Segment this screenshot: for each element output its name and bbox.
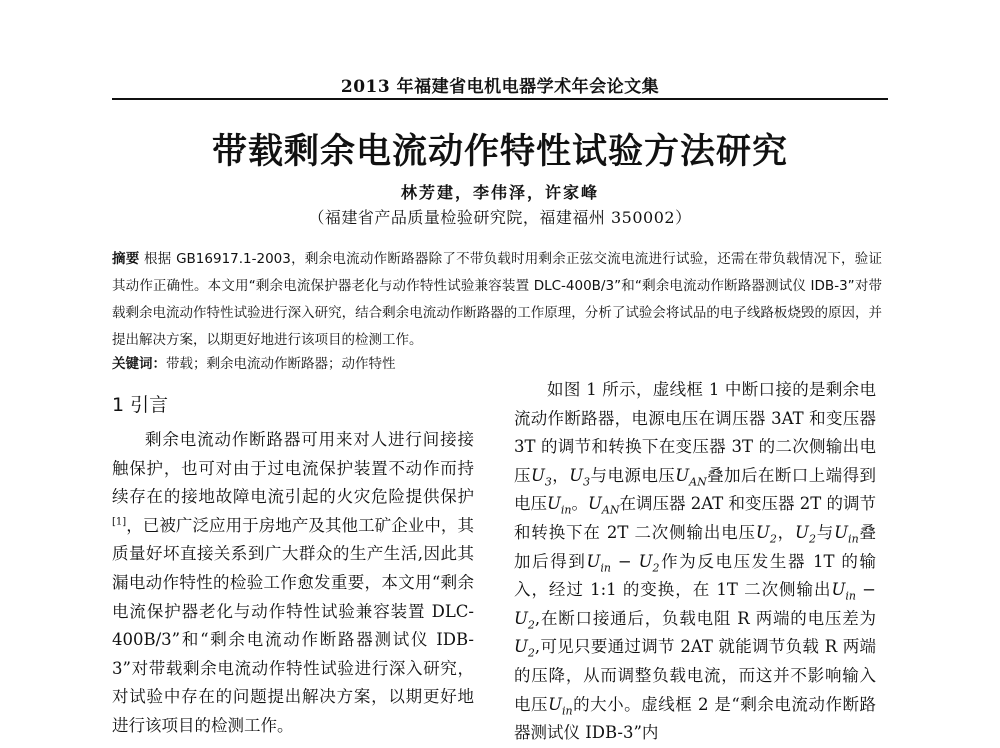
section-heading-introduction: 1 引言 (112, 394, 169, 416)
symbol-letter: U (831, 580, 846, 600)
symbol-letter: U (638, 551, 653, 571)
symbol-U2 (514, 637, 535, 660)
minus-sign: − (855, 580, 876, 600)
symbol-subscript: AN (689, 475, 707, 489)
text-segment: 作为反电压发生器 1T 的输入，经过 1:1 的变换，在 1T 二次侧输出 (514, 551, 876, 600)
citation-ref[interactable]: [1] (112, 516, 127, 528)
right-column (514, 376, 876, 748)
symbol-letter: U (588, 494, 602, 514)
paper-authors: 林芳建，李伟泽，许家峰 (400, 183, 599, 202)
abstract (112, 246, 882, 354)
text-segment: 叠加后得到 (514, 522, 877, 571)
symbol-letter: U (514, 608, 528, 628)
symbol-subscript: 3 (583, 475, 591, 489)
abstract-text: 根据 GB16917.1-2003，剩余电流动作断路器除了不带负载时用剩余正弦交流电流进行试验，还需在带负载情况下，验证其动作正确性。本文用“剩余电流保护器老化与动作特性试验兼容装置 DLC-400B/3”和“剩余电流动作断路器测试仪 IDB-3”对带载剩余电流动作特性试验进行深入研究，结合剩余电流动作断路器的工作原理，分析了试验会将试品的电子线路板烧毁的原因，并提出解决方案，以期更好地进行该项目的检测工作。 (112, 251, 882, 348)
symbol-subscript: in (560, 503, 572, 517)
left-column (112, 426, 474, 741)
symbol-subscript: 2 (527, 646, 535, 660)
symbol-letter: U (569, 465, 584, 485)
symbol-U2 (795, 522, 816, 546)
symbol-subscript: in (845, 589, 856, 603)
symbol-subscript: 2 (769, 532, 777, 546)
keywords (112, 353, 882, 375)
symbol-U3 (530, 465, 552, 489)
symbol-letter: U (530, 465, 545, 485)
running-header: 2013 年福建省电机电器学术年会论文集 (340, 77, 660, 97)
abstract-label: 摘要 (112, 251, 140, 267)
text-segment: ,可见只要通过调节 2AT 就能调节负载 R 两端的压降，从而调整负载电流，而这并不影响输入电压 (514, 637, 876, 714)
intro-paragraph (112, 426, 474, 741)
symbol-subscript: AN (601, 503, 620, 517)
symbol-letter: U (548, 694, 562, 714)
text-segment: ,在断口接通后，负载电阻 R 两端的电压差为 (534, 608, 876, 628)
expression-Uin-minus-U2 (586, 551, 660, 574)
symbol-subscript: 2 (527, 618, 535, 632)
symbol-Uin (547, 494, 572, 517)
symbol-U3 (569, 465, 591, 489)
text-segment: 叠加后在断口上端得到电压 (514, 465, 877, 514)
symbol-subscript: in (600, 560, 612, 574)
text-segment: ， (776, 522, 796, 542)
symbol-U2 (755, 522, 777, 546)
symbol-letter: U (547, 494, 561, 514)
symbol-UAN (588, 494, 620, 517)
symbol-UAN (675, 465, 707, 489)
minus-sign: − (611, 551, 639, 571)
symbol-subscript: 2 (652, 560, 660, 574)
keywords-text: 带载；剩余电流动作断路器；动作特性 (166, 356, 396, 372)
symbol-letter: U (586, 551, 601, 571)
intro-text-part1: 剩余电流动作断路器可用来对人进行间接接触保护，也可对由于过电流保护装置不动作而持续存在的接地故障电流引起的火灾危险提供保护 (112, 430, 474, 507)
paper-affiliation: （福建省产品质量检验研究院，福建福州 350002） (308, 208, 692, 227)
symbol-letter: U (675, 465, 690, 485)
symbol-subscript: in (561, 703, 573, 717)
symbol-subscript: in (848, 532, 859, 546)
text-segment: 如图 1 所示，虚线框 1 中断口接的是剩余电流动作断路器，电源电压在调压器 3AT 和变压器 3T 的调节和转换下在变压器 3T 的二次侧输出电压 (514, 380, 876, 485)
symbol-Uin (834, 522, 859, 546)
symbol-letter: U (514, 637, 528, 657)
symbol-subscript: 2 (808, 532, 816, 546)
text-segment: ， (551, 465, 570, 485)
symbol-letter: U (755, 522, 770, 542)
text-segment: 与电源电压 (590, 465, 676, 485)
text-segment: 的大小。虚线框 2 是“剩余电流动作断路器测试仪 IDB-3”内 (514, 694, 876, 743)
circuit-paragraph (514, 376, 876, 748)
keywords-label: 关键词： (112, 356, 166, 372)
symbol-subscript: 3 (544, 475, 552, 489)
text-segment: 与 (815, 522, 835, 542)
symbol-letter: U (795, 522, 809, 542)
symbol-Uin (548, 694, 573, 717)
symbol-letter: U (834, 522, 849, 542)
paper-title: 带载剩余电流动作特性试验方法研究 (211, 132, 788, 172)
intro-text-part2: ，已被广泛应用于房地产及其他工矿企业中，其质量好坏直接关系到广大群众的生产生活,因此其漏电动作特性的检验工作愈发重要，本文用“剩余电流保护器老化与动作特性试验兼容装置 DLC-400B/3”和“剩余电流动作断路器测试仪 IDB-3”对带载剩余电流动作特性试验进行深入研究，对试验中存在的问题提出解决方案，以期更好地进行该项目的检测工作。 (112, 515, 474, 735)
text-segment: 。 (571, 494, 589, 514)
text-segment: 在调压器 2AT 和变压器 2T 的调节和转换下在 2T 二次侧输出电压 (514, 494, 876, 542)
header-rule (112, 98, 888, 100)
